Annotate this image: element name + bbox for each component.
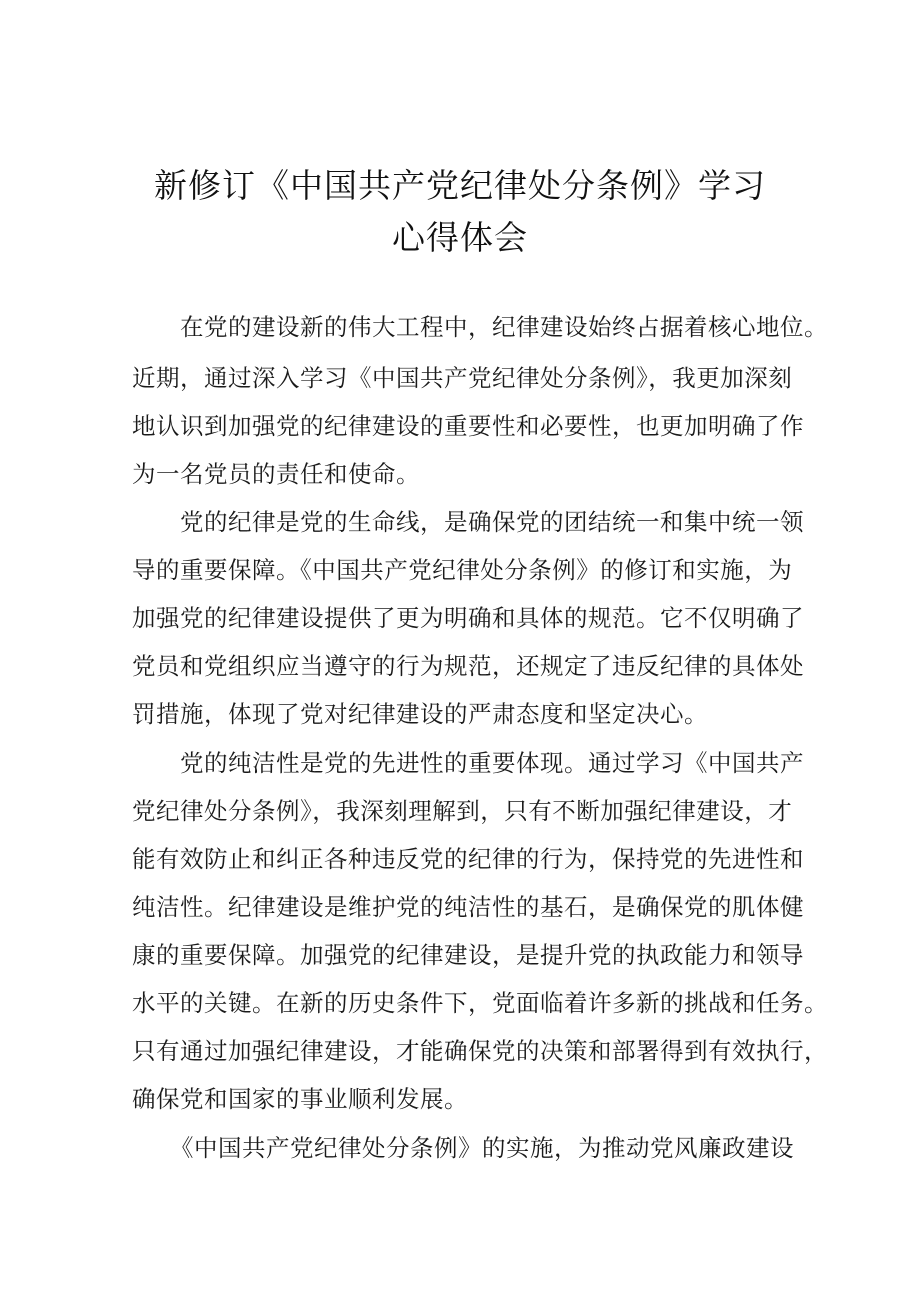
paragraph-3-line-1: 党的纯洁性是党的先进性的重要体现。通过学习《中国共产 [180,749,804,777]
paragraph-1-line-2: 近期，通过深入学习《中国共产党纪律处分条例》，我更加深刻 [132,364,793,392]
paragraph-4-line-1: 《中国共产党纪律处分条例》的实施，为推动党风廉政建设 [170,1134,794,1162]
paragraph-2-line-1: 党的纪律是党的生命线，是确保党的团结统一和集中统一领 [180,508,804,536]
paragraph-3-line-2: 党纪律处分条例》，我深刻理解到，只有不断加强纪律建设，才 [132,797,793,825]
document-title-line-1: 新修订《中国共产党纪律处分条例》学习 [154,166,766,205]
paragraph-2-line-4: 党员和党组织应当遵守的行为规范，还规定了违反纪律的具体处 [132,652,804,680]
paragraph-1-line-3: 地认识到加强党的纪律建设的重要性和必要性，也更加明确了作 [132,412,804,440]
paragraph-1-line-1: 在党的建设新的伟大工程中，纪律建设始终占据着核心地位。 [180,313,828,341]
paragraph-3-line-5: 康的重要保障。加强党的纪律建设，是提升党的执政能力和领导 [132,941,804,969]
paragraph-2-line-3: 加强党的纪律建设提供了更为明确和具体的规范。它不仅明确了 [132,604,804,632]
paragraph-3-line-6: 水平的关键。在新的历史条件下，党面临着许多新的挑战和任务。 [132,989,828,1017]
paragraph-3-line-7: 只有通过加强纪律建设，才能确保党的决策和部署得到有效执行， [132,1037,828,1065]
paragraph-2-line-2: 导的重要保障。《中国共产党纪律处分条例》的修订和实施，为 [132,556,793,584]
paragraph-2-line-5: 罚措施，体现了党对纪律建设的严肃态度和坚定决心。 [132,700,708,728]
paragraph-3-line-8: 确保党和国家的事业顺利发展。 [132,1085,468,1113]
document-title-line-2: 心得体会 [392,218,528,257]
paragraph-1-line-4: 为一名党员的责任和使命。 [132,460,420,488]
paragraph-3-line-4: 纯洁性。纪律建设是维护党的纯洁性的基石，是确保党的肌体健 [132,893,804,921]
paragraph-3-line-3: 能有效防止和纠正各种违反党的纪律的行为，保持党的先进性和 [132,845,804,873]
